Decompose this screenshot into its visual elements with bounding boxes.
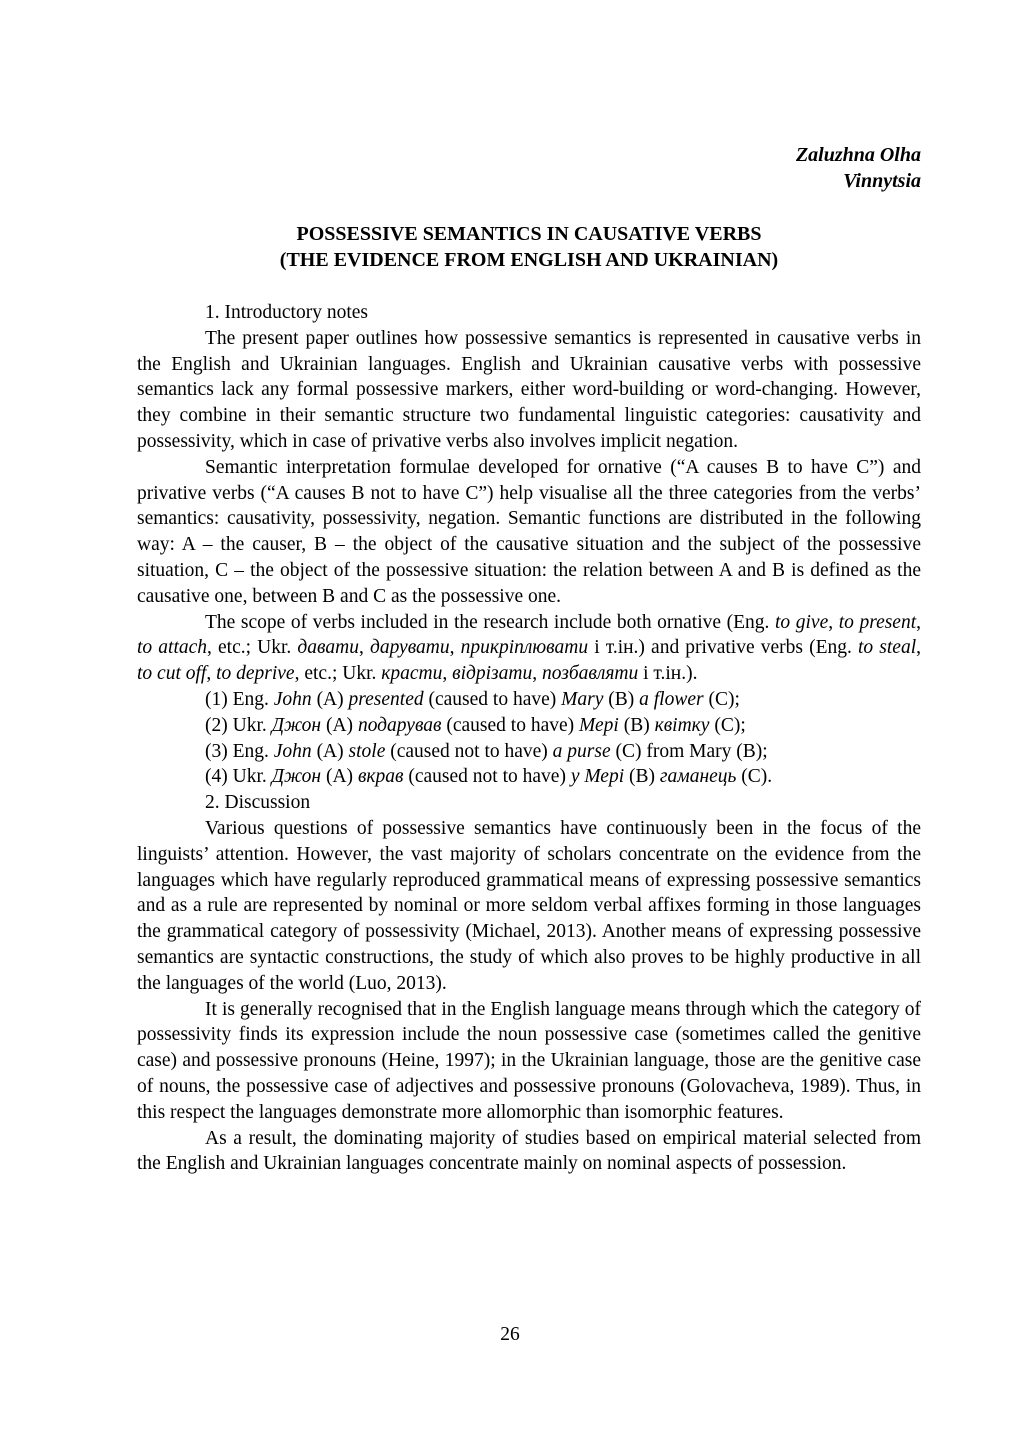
author-name: Zaluzhna Olha [795,144,921,166]
paragraph: As a result, the dominating majority of studies based on empirical material selected from the English and Ukrainian languages concentrate mainly on nominal aspects of possession. [137,1127,921,1175]
paragraph: Semantic interpretation formulae developed for ornative (“A causes B to have C”) and privative verbs (“A causes B not to have C”) help visualise all the three categories from the verbs’ semantics: causativity, possessivity, negation. Semantic functions are distributed in the following way: A – the causer, B – the object of the causative situation and the subject of the possessive situation, C – the object of the possessive situation: the relation between A and B is defined as the causative one, between B and C as the possessive one. [137,456,921,607]
page-number: 26 [500,1324,520,1345]
paragraph: It is generally recognised that in the English language means through which the category of possessivity finds its expression include the noun possessive case (sometimes called the genitive case) and possessive pronouns (Heine, 1997); in the Ukrainian language, those are the genitive case of nouns, the possessive case of adjectives and possessive pronouns (Golovacheva, 1989). Thus, in this respect the languages demonstrate more allomorphic than isomorphic features. [137,998,921,1123]
example-line-3: (3) Eng. John (A) stole (caused not to have) a purse (C) from Mary (B); [205,740,768,762]
example-line-1: (1) Eng. John (A) presented (caused to have) Mary (B) a flower (C); [205,688,740,710]
paragraph: The scope of verbs included in the research include both ornative (Eng. to give, to present, to attach, etc.; Ukr. давати, дарувати, прикріплювати і т.ін.) and privative verbs (Eng. to steal, to cut off, to deprive, etc.; Ukr. красти, відрізати, позбавляти і т.ін.). [137,611,922,685]
example-line-4: (4) Ukr. Джон (A) вкрав (caused not to have) у Мері (B) гаманець (C). [205,766,773,788]
section-heading-discussion: 2. Discussion [205,792,311,814]
paper-title [137,221,921,273]
page-content [137,142,921,1177]
section-heading-introductory-notes: 1. Introductory notes [205,302,369,323]
paper-title-line1: POSSESSIVE SEMANTICS IN CAUSATIVE VERBS [296,223,762,245]
example-line-2: (2) Ukr. Джон (A) подарував (caused to have) Мері (B) квітку (C); [205,714,746,736]
paper-title-line2: (THE EVIDENCE FROM ENGLISH AND UKRAINIAN) [279,249,779,271]
author-block [137,142,921,194]
paragraph: The present paper outlines how possessive semantics is represented in causative verbs in the English and Ukrainian languages. English and Ukrainian causative verbs with possessive semantics lack any formal possessive markers, either word-building or word-changing. However, they combine in their semantic structure two fundamental linguistic categories: causativity and possessivity, which in case of privative verbs also involves implicit negation. [137,327,921,452]
paragraph: Various questions of possessive semantics have continuously been in the focus of the linguists’ attention. However, the vast majority of scholars concentrate on the evidence from the languages which have regularly reproduced grammatical means of expressing possessive semantics and as a rule are represented by nominal or more seldom verbal affixes forming in those languages the grammatical category of possessivity (Michael, 2013). Another means of expressing possessive semantics are syntactic constructions, the study of which also proves to be highly productive in all the languages of the world (Luo, 2013). [137,817,921,994]
author-city: Vinnytsia [843,170,921,192]
body-text [137,300,921,1177]
